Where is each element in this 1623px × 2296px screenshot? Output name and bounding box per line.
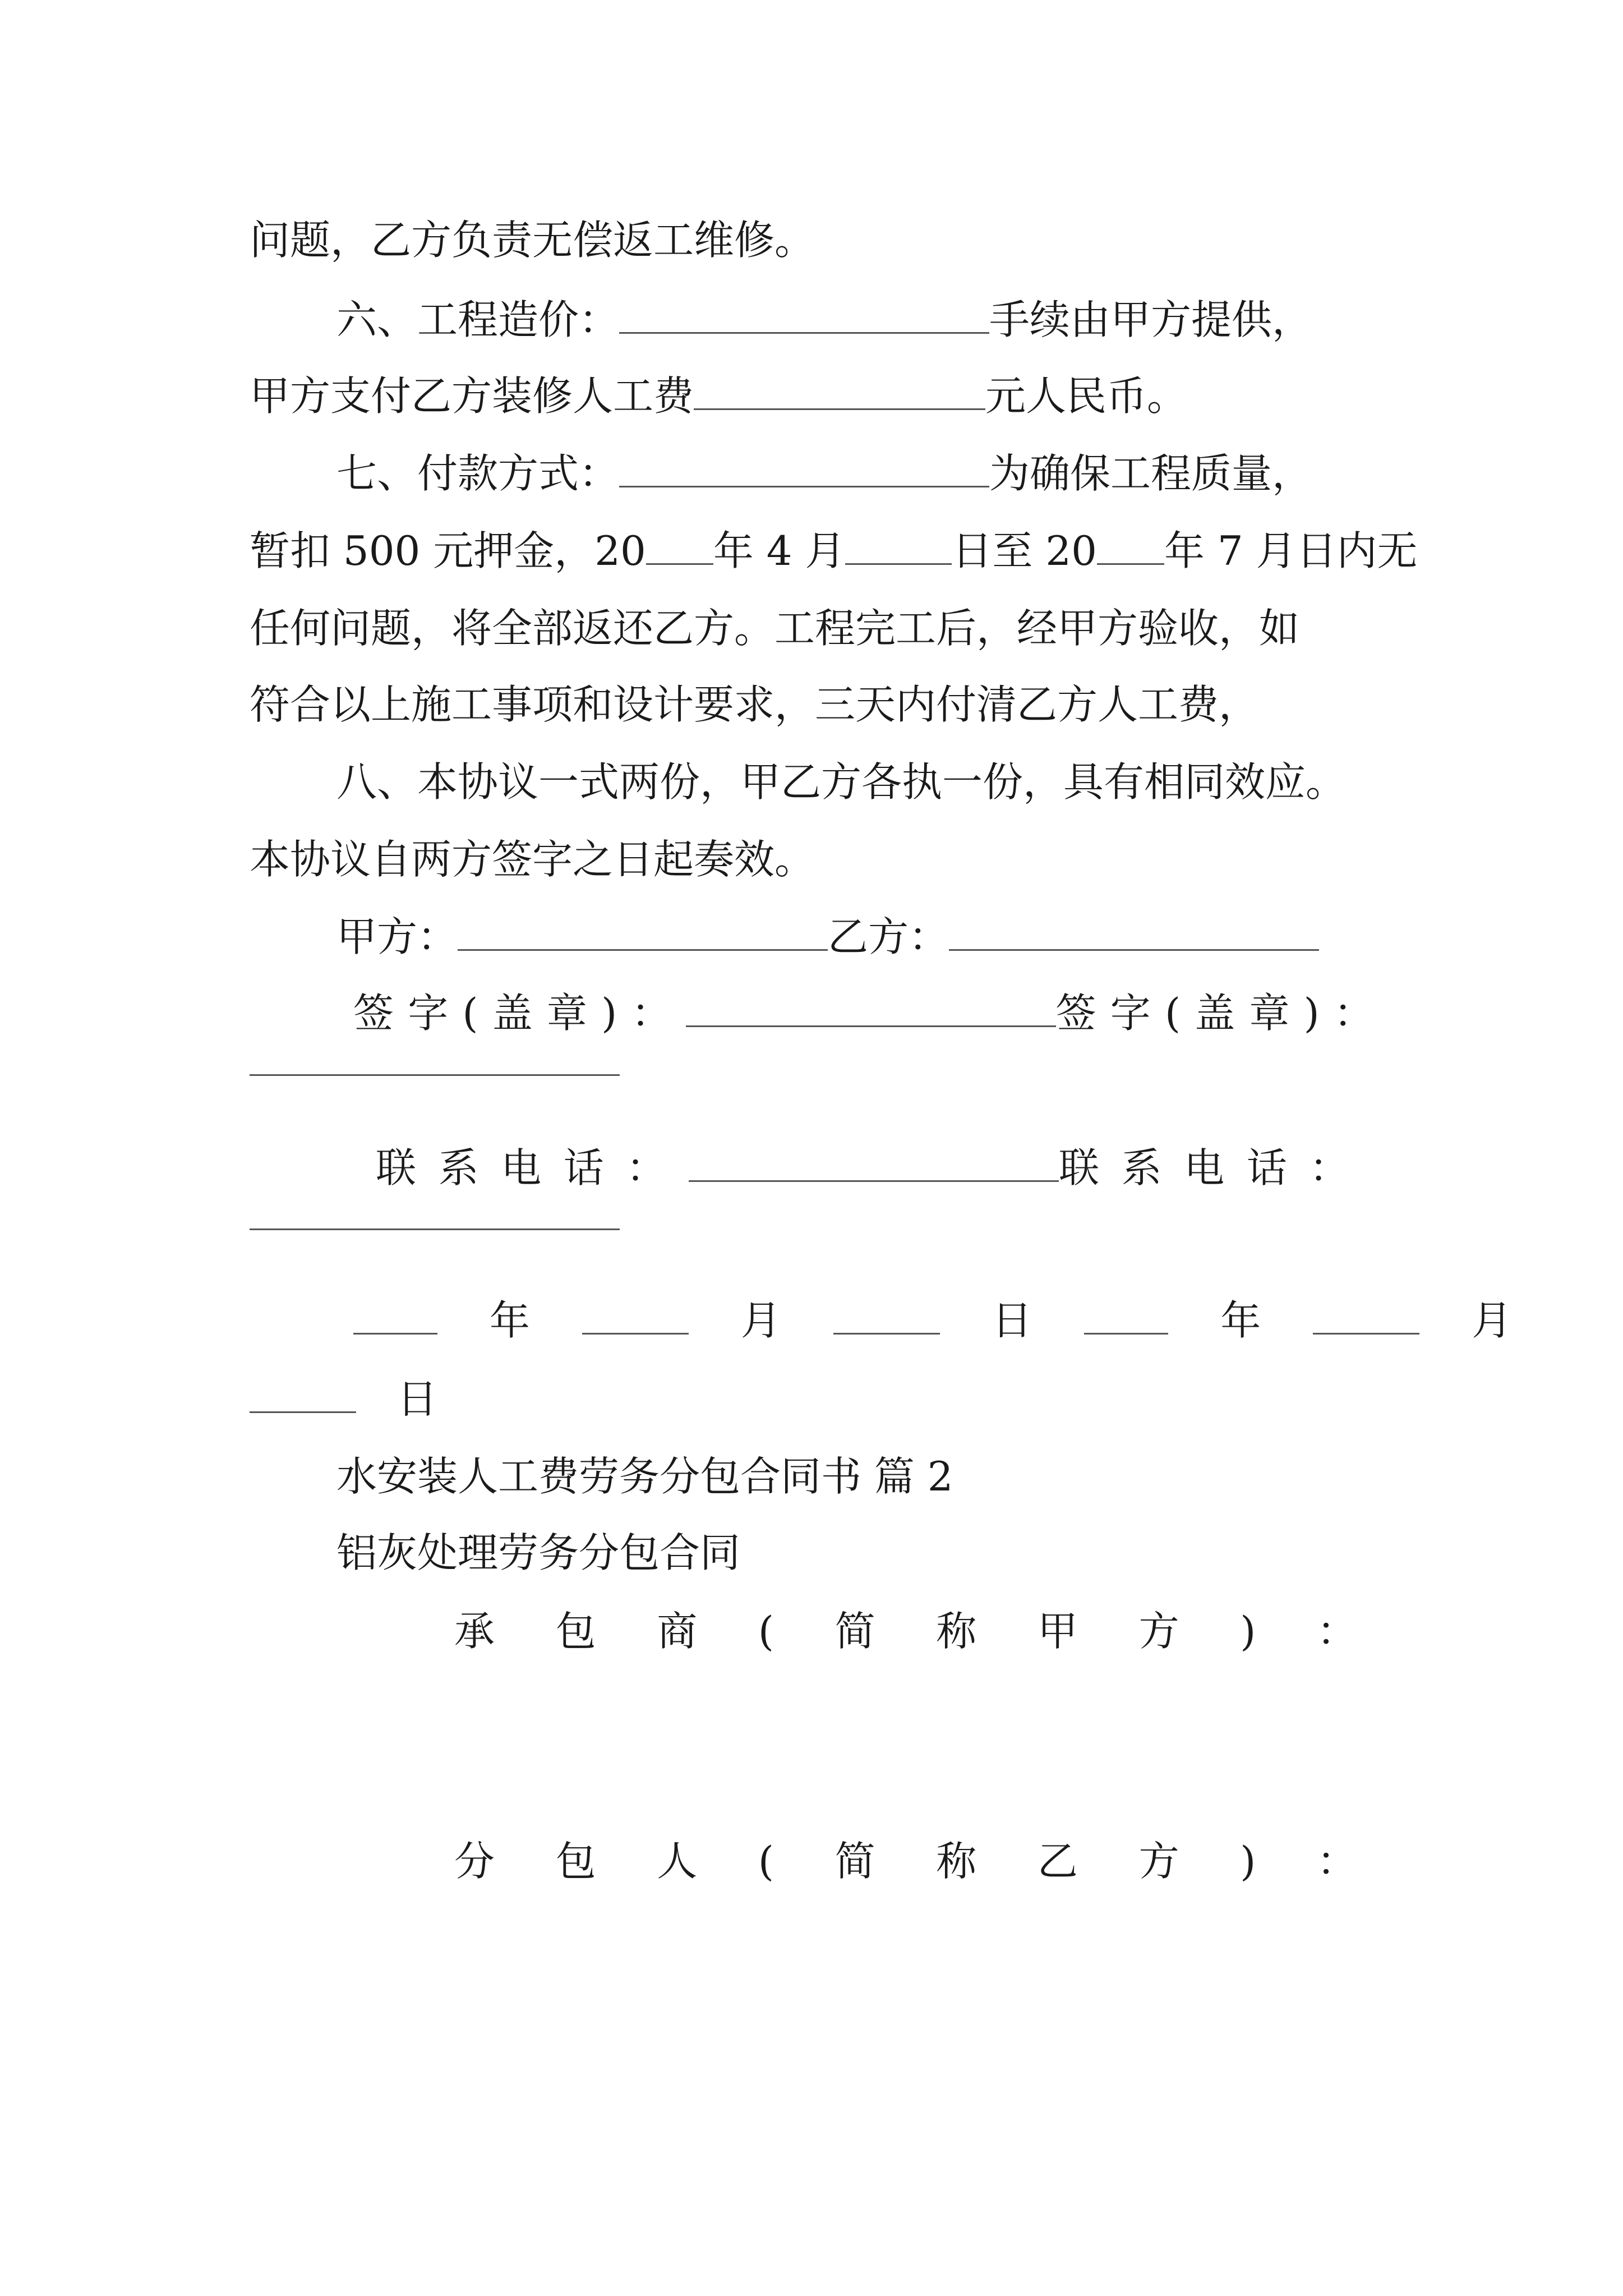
phone-line: 联系电话： 联系电话： xyxy=(376,1144,1372,1191)
blank-field xyxy=(694,374,985,410)
signature-line: 签字(盖章)： 签字(盖章)： xyxy=(353,990,1389,1037)
month-blank xyxy=(1313,1298,1419,1335)
year-blank xyxy=(1084,1298,1168,1335)
paragraph-line: 问题，乙方负责无偿返工维修。 xyxy=(250,217,815,264)
phone-blank xyxy=(689,1145,1059,1182)
section-heading: 水安装人工费劳务分包合同书 篇 2 xyxy=(336,1453,953,1500)
paragraph-line: 六、工程造价： 手续由甲方提供， xyxy=(336,296,1313,343)
paragraph-line: 甲方支付乙方装修人工费 元人民币。 xyxy=(250,372,1188,420)
contractor-line: 承 包 商 ( 简 称 甲 方 ) ： xyxy=(454,1608,1357,1655)
day-blank xyxy=(250,1377,356,1413)
date-line-continued: 日 xyxy=(250,1372,437,1426)
phone-blank-continued xyxy=(250,1228,620,1230)
paragraph-line: 八、本协议一式两份，甲乙方各执一份，具有相同效应。 xyxy=(336,758,1347,806)
blank-field xyxy=(619,451,989,487)
party-b-blank xyxy=(949,914,1319,951)
paragraph-line: 符合以上施工事项和设计要求，三天内付清乙方人工费， xyxy=(250,681,1260,728)
section-subheading: 铝灰处理劳务分包合同 xyxy=(336,1529,741,1576)
subcontractor-line: 分 包 人 ( 简 称 乙 方 ) ： xyxy=(454,1838,1357,1885)
date-line: 年 月 日 年 月 xyxy=(353,1294,1512,1347)
year-blank xyxy=(353,1298,437,1335)
signature-blank xyxy=(686,991,1056,1027)
party-line: 甲方： 乙方： xyxy=(336,910,1319,964)
month-blank xyxy=(582,1298,689,1335)
blank-field xyxy=(1097,528,1164,565)
blank-field xyxy=(646,528,713,565)
blank-field xyxy=(619,297,989,334)
signature-blank-continued xyxy=(250,1074,620,1076)
blank-field xyxy=(845,528,952,565)
day-blank xyxy=(833,1298,940,1335)
paragraph-line: 七、付款方式： 为确保工程质量， xyxy=(336,450,1313,497)
paragraph-line: 暂扣 500 元押金，20 年 4 月 日至 20 年 7 月日内无 xyxy=(250,527,1418,574)
paragraph-line: 任何问题，将全部返还乙方。工程完工后，经甲方验收，如 xyxy=(250,605,1300,652)
paragraph-line: 本协议自两方签字之日起奏效。 xyxy=(250,836,815,883)
party-a-blank xyxy=(458,914,828,951)
